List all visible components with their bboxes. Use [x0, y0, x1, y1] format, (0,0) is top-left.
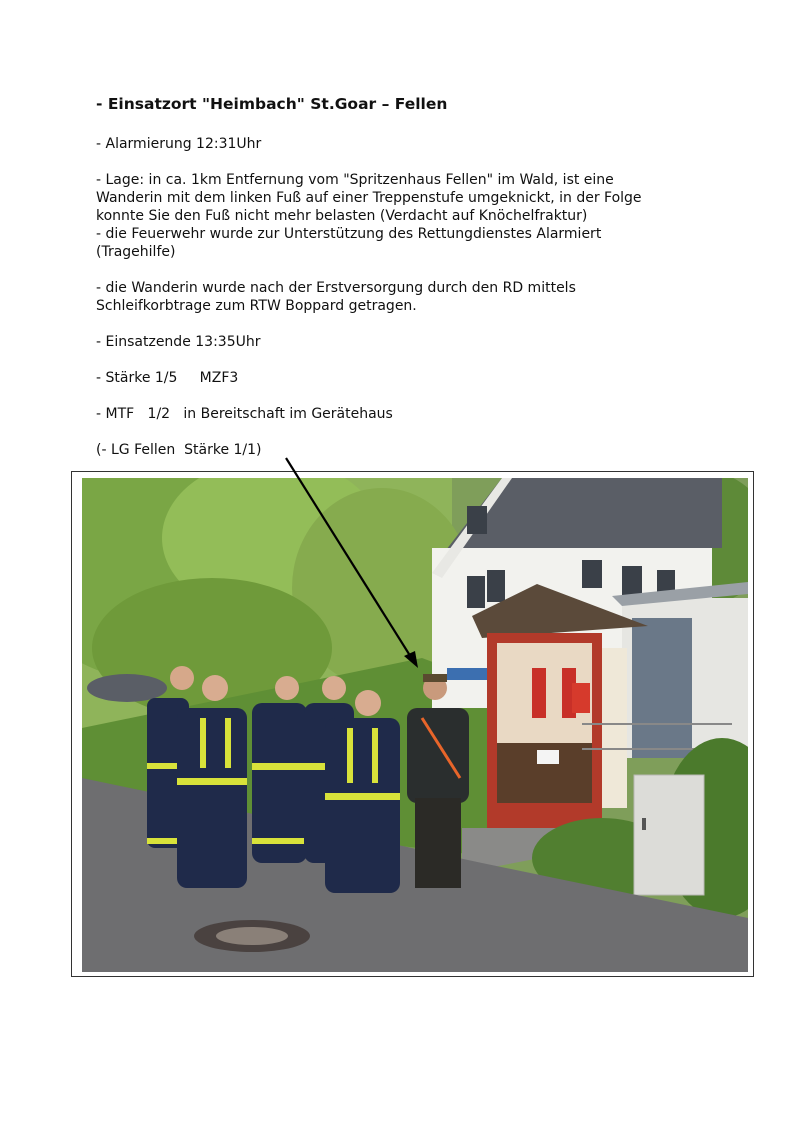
alarm-line: - Alarmierung 12:31Uhr	[96, 136, 262, 152]
staerke-line: - Stärke 1/5 MZF3	[96, 370, 239, 386]
lage-paragraph	[96, 171, 642, 261]
lg-line: (- LG Fellen Stärke 1/1)	[96, 442, 262, 458]
lage-line: konnte Sie den Fuß nicht mehr belasten (Verdacht auf Knöchelfraktur)	[96, 208, 588, 224]
lage-line: (Tragehilfe)	[96, 244, 176, 260]
lage-line: Wanderin mit dem linken Fuß auf einer Treppenstufe umgeknickt, in der Folge	[96, 190, 642, 206]
mtf-line: - MTF 1/2 in Bereitschaft im Gerätehaus	[96, 406, 393, 422]
page-title: - Einsatzort "Heimbach" St.Goar – Fellen	[96, 95, 448, 113]
team-photo	[82, 478, 748, 972]
transport-paragraph	[96, 279, 576, 315]
lage-line: - Lage: in ca. 1km Entfernung vom "Spritzenhaus Fellen" im Wald, ist eine	[96, 172, 614, 188]
transport-line: Schleifkorbtrage zum RTW Boppard getragen.	[96, 298, 417, 314]
lage-line: - die Feuerwehr wurde zur Unterstützung des Rettungdienstes Alarmiert	[96, 226, 602, 242]
transport-line: - die Wanderin wurde nach der Erstversorgung durch den RD mittels	[96, 280, 576, 296]
einsatzende-line: - Einsatzende 13:35Uhr	[96, 334, 261, 350]
